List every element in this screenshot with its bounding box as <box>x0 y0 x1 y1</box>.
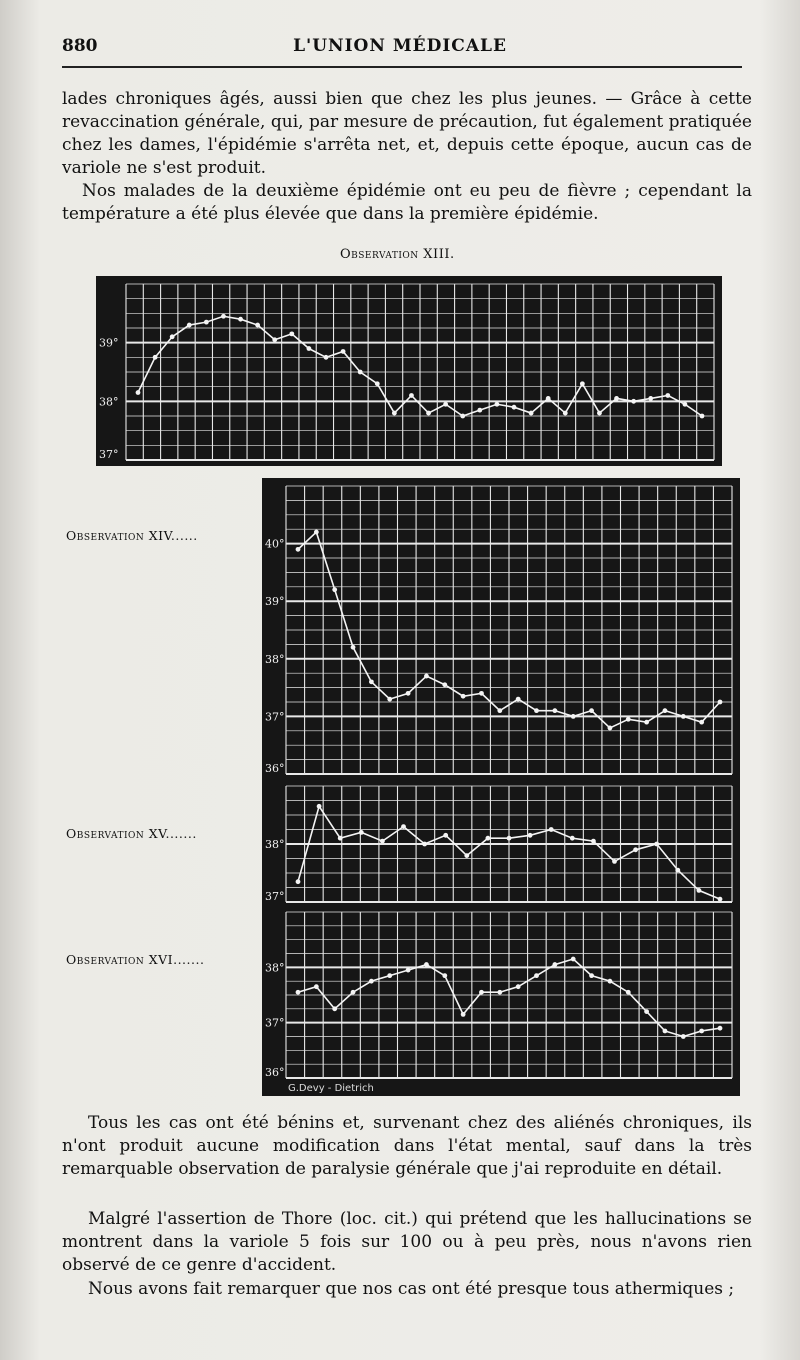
obs16-temperature-point <box>351 990 356 995</box>
obs15-temperature-point <box>296 879 301 884</box>
obs14-temperature-point <box>461 694 466 699</box>
paragraph-1: lades chroniques âgés, aussi bien que chez les plus jeunes. — Grâce à cette revaccination générale, qui, par mesure de précaution, fut également pratiquée chez les dames, l'épidémie s'arrêta net, et, depuis cette époque, aucun cas de variole ne s'est produit. <box>62 89 752 178</box>
obs14-temperature-point <box>406 691 411 696</box>
paragraph-3: Tous les cas ont été bénins et, survenant chez des aliénés chroniques, ils n'ont produit aucune modification dans l'état mental, sauf dans la très remarquable observation de paralysie générale que j'ai reproduite en détail. <box>62 1113 752 1179</box>
obs13-temperature-point <box>392 411 397 416</box>
paragraph-5: Nous avons fait remarquer que nos cas ont été presque tous athermiques ; <box>88 1279 735 1299</box>
obs14-temperature-point <box>552 708 557 713</box>
obs13-temperature-point <box>221 314 226 319</box>
obs13-tick-label: 39° <box>99 336 119 350</box>
obs14-temperature-point <box>589 708 594 713</box>
obs13-temperature-point <box>597 411 602 416</box>
obs15-temperature-point <box>654 842 659 847</box>
obs13-temperature-point <box>614 396 619 401</box>
obs16-temperature-point <box>442 973 447 978</box>
obs13-temperature-point <box>563 411 568 416</box>
obs13-temperature-point <box>477 408 482 413</box>
obs16-tick-label: 36° <box>265 1066 285 1079</box>
obs13-temperature-point <box>665 393 670 398</box>
obs15-temperature-point <box>570 836 575 841</box>
obs14-temperature-point <box>699 720 704 725</box>
chart-obs13 <box>96 276 722 466</box>
obs16-temperature-point <box>516 984 521 989</box>
chart-obs14 <box>262 478 740 780</box>
obs16-temperature-point <box>424 962 429 967</box>
obs15-temperature-point <box>380 839 385 844</box>
paragraph-2: Nos malades de la deuxième épidémie ont eu peu de fièvre ; cependant la température a été plus élevée que dans la première épidémie. <box>62 181 752 224</box>
obs15-temperature-point <box>697 888 702 893</box>
obs16-temperature-point <box>461 1012 466 1017</box>
obs13-temperature-point <box>409 393 414 398</box>
running-title: L'UNION MÉDICALE <box>293 36 507 56</box>
obs14-temperature-point <box>608 726 613 731</box>
obs16-temperature-point <box>497 990 502 995</box>
obs13-temperature-point <box>341 349 346 354</box>
obs16-temperature-point <box>718 1026 723 1031</box>
obs13-temperature-point <box>272 337 277 342</box>
obs14-temperature-point <box>332 587 337 592</box>
obs14-tick-label: 40° <box>265 537 285 551</box>
obs13-temperature-point <box>289 331 294 336</box>
obs16-temperature-point <box>644 1009 649 1014</box>
obs13-temperature-point <box>170 334 175 339</box>
obs14-temperature-point <box>516 697 521 702</box>
obs13-temperature-point <box>238 317 243 322</box>
obs14-temperature-point <box>296 547 301 552</box>
obs15-temperature-point <box>338 836 343 841</box>
obs16-temperature-point <box>387 973 392 978</box>
obs16-temperature-point <box>369 979 374 984</box>
obs13-tick-label: 38° <box>99 395 119 409</box>
obs13-temperature-point <box>631 399 636 404</box>
obs16-temperature-point <box>534 973 539 978</box>
obs13-temperature-point <box>648 396 653 401</box>
obs14-temperature-point <box>644 720 649 725</box>
obs13-temperature-point <box>307 346 312 351</box>
obs13-temperature-point <box>495 402 500 407</box>
obs13-temperature-point <box>512 405 517 410</box>
obs14-temperature-point <box>681 714 686 719</box>
obs14-grid <box>286 486 732 774</box>
obs15-temperature-point <box>359 830 364 835</box>
obs16-temperature-point <box>314 984 319 989</box>
obs14-temperature-point <box>497 708 502 713</box>
obs16-tick-label: 38° <box>265 961 285 975</box>
obs13-temperature-point <box>324 355 329 360</box>
obs16-label: Observation XVI....... <box>66 952 205 967</box>
obs16-temperature-point <box>479 990 484 995</box>
obs14-temperature-point <box>314 530 319 535</box>
obs16-temperature-point <box>626 990 631 995</box>
obs15-tick-label: 37° <box>265 890 285 903</box>
obs13-temperature-point <box>375 381 380 386</box>
obs16-temperature-point <box>296 990 301 995</box>
chart-obs16 <box>262 906 740 1096</box>
obs15-temperature-point <box>422 842 427 847</box>
obs14-tick-label: 38° <box>265 652 285 666</box>
page-number: 880 <box>62 36 98 56</box>
obs16-temperature-point <box>699 1029 704 1034</box>
obs15-temperature-point <box>633 847 638 852</box>
obs16-temperature-point <box>571 957 576 962</box>
obs14-temperature-point <box>626 717 631 722</box>
obs13-temperature-point <box>700 414 705 419</box>
obs15-temperature-point <box>507 836 512 841</box>
obs15-temperature-point <box>486 836 491 841</box>
obs14-tick-label: 37° <box>265 710 285 724</box>
obs13-temperature-point <box>187 323 192 328</box>
obs14-tick-label: 36° <box>265 762 285 775</box>
obs14-temperature-point <box>663 708 668 713</box>
paragraph-4: Malgré l'assertion de Thore (loc. cit.) qui prétend que les hallucinations se montrent dans la variole 5 fois sur 100 ou à peu près, nous n'avons rien observé de ce genre d'accident. <box>62 1209 752 1275</box>
obs13-temperature-point <box>358 370 363 375</box>
obs15-temperature-point <box>675 868 680 873</box>
obs15-temperature-point <box>718 897 723 902</box>
obs14-temperature-point <box>718 700 723 705</box>
obs15-temperature-point <box>443 833 448 838</box>
chart-obs15 <box>262 780 740 906</box>
obs13-temperature-point <box>580 381 585 386</box>
obs15-label: Observation XV....... <box>66 826 197 841</box>
obs15-temperature-point <box>464 853 469 858</box>
obs16-background <box>262 906 740 1096</box>
obs16-temperature-point <box>406 968 411 973</box>
obs15-temperature-point <box>612 859 617 864</box>
obs14-temperature-point <box>571 714 576 719</box>
obs15-temperature-point <box>549 827 554 832</box>
engraver-signature: G.Devy - Dietrich <box>288 1083 374 1094</box>
header-rule <box>62 66 742 68</box>
obs13-label: Observation XIII. <box>340 247 455 262</box>
obs16-temperature-point <box>663 1029 668 1034</box>
obs15-tick-label: 38° <box>265 838 285 851</box>
obs13-temperature-point <box>683 402 688 407</box>
obs13-temperature-point <box>426 411 431 416</box>
obs14-temperature-point <box>424 674 429 679</box>
obs13-temperature-point <box>136 390 141 395</box>
obs13-temperature-point <box>204 320 209 325</box>
obs14-temperature-point <box>534 708 539 713</box>
obs13-temperature-point <box>546 396 551 401</box>
obs16-temperature-point <box>332 1006 337 1011</box>
obs16-temperature-point <box>552 962 557 967</box>
obs16-temperature-point <box>608 979 613 984</box>
obs13-temperature-point <box>460 414 465 419</box>
obs14-label: Observation XIV...... <box>66 528 198 543</box>
obs16-tick-label: 37° <box>265 1016 285 1030</box>
obs14-background <box>262 478 740 780</box>
obs15-temperature-point <box>401 824 406 829</box>
obs14-temperature-point <box>479 691 484 696</box>
obs13-temperature-point <box>255 323 260 328</box>
obs15-temperature-point <box>591 839 596 844</box>
obs13-temperature-point <box>529 411 534 416</box>
obs13-background <box>96 276 722 466</box>
obs16-temperature-point <box>589 973 594 978</box>
obs16-temperature-point <box>681 1034 686 1039</box>
obs15-temperature-point <box>317 804 322 809</box>
obs14-temperature-point <box>442 682 447 687</box>
obs13-tick-label: 37° <box>99 448 119 461</box>
obs13-temperature-point <box>153 355 158 360</box>
obs14-temperature-point <box>387 697 392 702</box>
obs15-temperature-point <box>528 833 533 838</box>
obs13-temperature-point <box>443 402 448 407</box>
obs14-temperature-point <box>351 645 356 650</box>
obs14-temperature-point <box>369 679 374 684</box>
obs14-tick-label: 39° <box>265 595 285 609</box>
